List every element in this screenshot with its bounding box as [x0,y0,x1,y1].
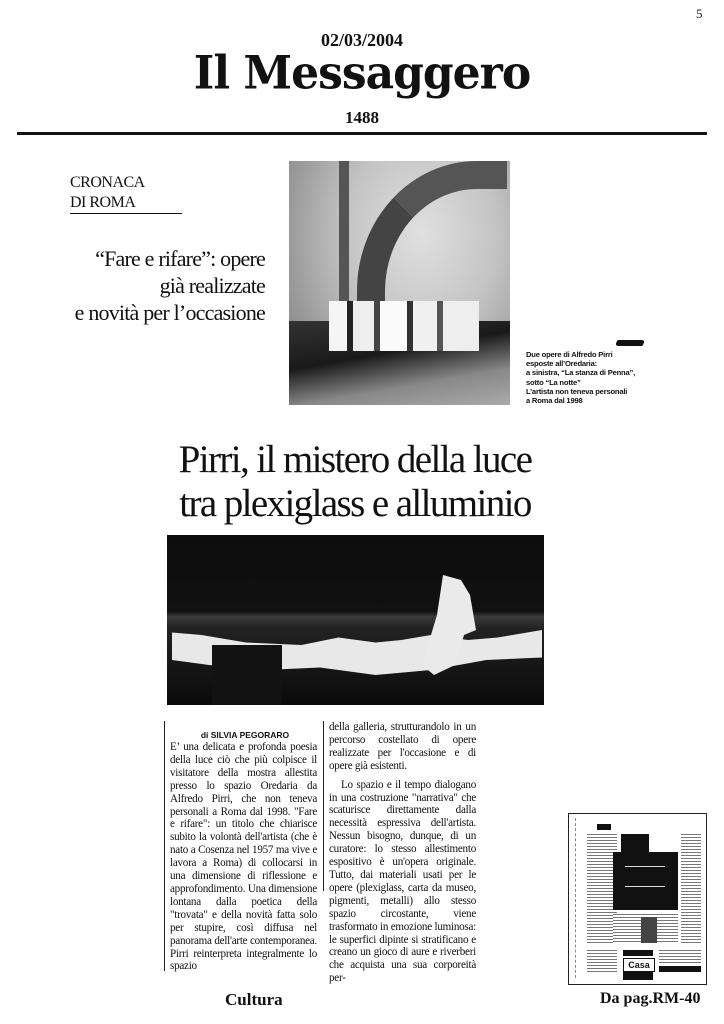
caption-line: a sinistra, “La stanza di Penna”, [526,368,636,378]
photo-sculpture-blocks [329,301,479,351]
kicker-line: già realizzate [159,273,265,298]
article-byline: di SILVIA PEGORARO [200,730,290,740]
kicker-line: “Fare e rifare”: opere [95,246,265,271]
photo-installation-room [289,161,510,405]
headline-line2: tra plexiglass e alluminio [179,482,531,525]
thumbnail-block [623,950,653,956]
thumbnail-block [621,834,649,852]
thumbnail-text [681,834,701,944]
caption-line: sotto “La notte” [526,377,581,387]
article-paragraph: E’ una delicata e profonda poesia della luce ciò che più colpisce il visitatore della mostra allestita presso lo spazio Oredaria da Alfredo Pirri, che non teneva personali a Roma dal 1998. "Fare e rifare": un titolo che chiarisce subito la volontà dell'artista (che è nato a Cosenza nel 1957 ma vive e lavora a Roma) di collocarsi in una dimensione di riflessione e approfondimento. Una dimensione lontana dalla poetica della "trovata" e della novità fatta solo per stupire, così diffusa nel panorama dell'arte contemporanea. Pirri reinterpreta integralmente lo spazio [170,741,317,973]
thumbnail-cut-line [575,818,578,978]
caption-line: esposte all’Oredaria: [526,359,597,369]
thumbnail-image [613,852,678,910]
section-label-line2: DI ROMA [70,194,136,211]
photo-dark-shape [212,645,282,705]
photo-column-shape [339,161,349,311]
thumbnail-block [623,972,653,980]
thumbnail-text [659,950,701,964]
newspaper-masthead: Il Messaggero [193,46,531,101]
page-number: 5 [696,6,703,21]
caption-line: a Roma dal 1998 [526,396,583,406]
thumbnail-line [625,886,665,887]
page-thumbnail [568,813,707,985]
header-rule [17,132,707,135]
photo-la-notte [167,535,544,705]
article-paragraph: della galleria, strutturandolo in un percorso costellato di opere realizzate per l'occasione e di opere già esistenti. [329,721,476,772]
thumbnail-line [625,866,665,867]
footer-source-page: Da pag.RM-40 [600,990,701,1007]
headline-line1: Pirri, il mistero della luce [178,438,532,481]
thumbnail-image [641,917,657,943]
section-rule [70,213,182,214]
article-column-1 [170,741,317,973]
caption-arrow-icon [614,340,645,346]
thumbnail-ad-label: Casa [623,958,655,972]
thumbnail-block [659,966,701,972]
issue-code: 1488 [345,108,379,127]
publication-date: 02/03/2004 [320,30,403,50]
section-label [70,173,145,213]
kicker-line: e novità per l’occasione [74,300,265,325]
article-paragraph: Lo spazio e il tempo dialogano in una costruzione "narrativa" che scaturisce direttamente dalla necessità espressiva dell'artista. Nessun bisogno, dunque, di un curatore: lo stesso allestimento espositivo è un'opera originale. Tutto, dai materiali usati per le opere (plexiglass, carta da museo, pigmenti, metalli) allo stesso spazio circostante, viene trasformato in emozione luminosa: le superfici dipinte si stratificano e creano un gioco di aure e riverberi che acquista una sua corporeità per- [329,778,476,985]
thumbnail-text [587,950,617,974]
photo-arch-shape [357,161,507,321]
thumbnail-block [597,824,611,830]
kicker-subheadline [30,245,265,326]
column-border-left [164,721,165,971]
photo-caption [526,350,651,405]
section-label-line1: CRONACA [70,174,145,191]
article-column-2 [329,721,476,985]
caption-line: L’artista non teneva personali [526,386,628,396]
article-headline [140,438,570,526]
footer-section: Cultura [225,990,283,1009]
column-border-center [323,721,324,891]
caption-line: Due opere di Alfredo Pirri [526,350,613,359]
